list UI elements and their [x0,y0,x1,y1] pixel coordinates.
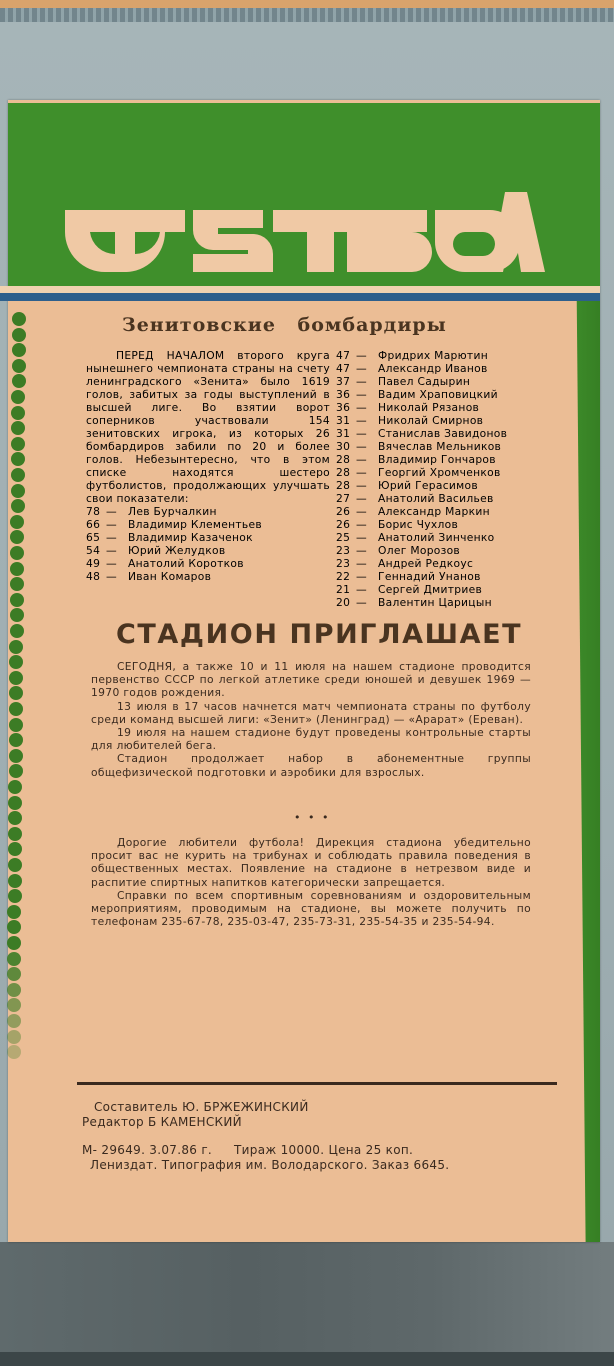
scorer-name: Вячеслав Мельников [378,440,502,453]
scorer-dash: — [356,557,367,570]
binding-hole-icon [11,468,25,482]
scorer-name: Александр Маркин [378,505,490,518]
scorer-goals: 22 [336,570,351,583]
credits [82,1100,309,1130]
stadium-paragraph: СЕГОДНЯ, а также 10 и 11 июля на нашем стадионе проводится первенство СССР по легкой атлетике среди юношей и девушек 1969 — 1970 годов рождения. [91,660,531,700]
scorer-row [336,388,566,401]
binding-hole-icon [10,624,24,638]
footer-divider [77,1082,557,1085]
binding-hole-icon [9,671,23,685]
scorer-row [336,427,566,440]
scorer-name: Андрей Редкоус [378,557,474,570]
scorer-goals: 31 [336,414,351,427]
scorer-name: Анатолий Зинченко [378,531,495,544]
binding-hole-icon [12,328,26,342]
binding-hole-icon [12,374,26,388]
section-separator: • • • [294,811,331,824]
binding-hole-icon [11,452,25,466]
scorer-name: Юрий Желудков [128,544,226,557]
scorer-dash: — [356,349,367,362]
scorer-name: Анатолий Васильев [378,492,494,505]
scorer-dash: — [356,414,367,427]
scorer-row [336,505,566,518]
scorer-dash: — [356,466,367,479]
scorer-goals: 20 [336,596,351,609]
binding-hole-icon [9,640,23,654]
scorer-row [86,557,330,570]
binding-hole-icon [8,874,22,888]
scorer-row [86,505,330,518]
binding-hole-icon [7,983,21,997]
binding-hole-icon [8,796,22,810]
scorers-intro: ПЕРЕД НАЧАЛОМ второго круга нынешнего чемпионата страны на счету ленинградского «Зенита» было 1619 голов, забитых за годы выступлений в высшей лиге. Во взятии ворот соперников участвовали 154 зенитовских игрока, из которых 26 бомбардиров забили по 20 и более голов. Небезынтересно, что в этом списке находятся шестеро футболистов, продолжающих улучшать свои показатели: [86,349,330,505]
binding-hole-icon [10,562,24,576]
scorers-left-column [86,349,330,583]
scorer-dash: — [106,570,117,583]
scorer-row [336,479,566,492]
binding-hole-icon [8,780,22,794]
binding-hole-icon [7,1014,21,1028]
scorer-goals: 36 [336,401,351,414]
binding-hole-icon [11,406,25,420]
scorer-row [336,414,566,427]
scorer-name: Владимир Гончаров [378,453,496,466]
binding-hole-icon [10,546,24,560]
binding-hole-icon [7,1045,21,1059]
futbol-logo-icon [55,192,545,272]
scorer-name: Павел Садырин [378,375,471,388]
scorer-row [336,531,566,544]
scorer-row [336,362,566,375]
editor-credit: Редактор Б КАМЕНСКИЙ [82,1115,242,1129]
binding-hole-icon [10,593,24,607]
binding-hole-icon [7,920,21,934]
scorer-goals: 48 [86,570,101,583]
scorer-name: Георгий Хромченков [378,466,501,479]
binding-hole-icon [9,655,23,669]
scorer-goals: 30 [336,440,351,453]
scorer-dash: — [106,505,117,518]
scorers-right-list [336,349,566,609]
scorer-row [336,466,566,479]
scorer-dash: — [106,544,117,557]
binding-hole-icon [7,936,21,950]
stadium-paragraph: 13 июля в 17 часов начнется матч чемпионата страны по футболу среди команд высшей лиги: «Зенит» (Ленинград) — «Арарат» (Ереван). [91,699,531,726]
scorer-name: Анатолий Коротков [128,557,244,570]
binding-hole-icon [12,312,26,326]
scorer-dash: — [356,531,367,544]
scorer-goals: 23 [336,544,351,557]
binding-hole-icon [9,733,23,747]
scorer-name: Владимир Казаченок [128,531,253,544]
scorer-dash: — [356,583,367,596]
scorer-dash: — [356,375,367,388]
scorer-dash: — [106,557,117,570]
scorer-name: Олег Морозов [378,544,461,557]
scorer-row [336,375,566,388]
scorer-row [336,570,566,583]
binding-hole-icon [12,343,26,357]
imprint [82,1143,449,1173]
scorer-dash: — [106,531,117,544]
scorer-row [336,596,566,609]
stadium-announcements [91,660,531,779]
binding-hole-icon [12,359,26,373]
background-floor [0,1242,614,1366]
scorer-dash: — [356,544,367,557]
binding-hole-icon [8,842,22,856]
binding-hole-icon [9,749,23,763]
binding-hole-icon [10,515,24,529]
binding-hole-icon [7,952,21,966]
scorer-row [336,453,566,466]
scorer-name: Николай Рязанов [378,401,480,414]
scorer-goals: 31 [336,427,351,440]
scorer-name: Геннадий Унанов [378,570,481,583]
binding-hole-icon [11,437,25,451]
scorer-dash: — [356,401,367,414]
scorer-goals: 28 [336,466,351,479]
binding-holes [6,312,28,1062]
fan-notice [91,836,531,928]
binding-hole-icon [7,1030,21,1044]
scorer-dash: — [356,570,367,583]
scorer-name: Фридрих Марютин [378,349,488,362]
stadium-heading: СТАДИОН ПРИГЛАШАЕТ [116,619,523,650]
binding-hole-icon [9,718,23,732]
binding-hole-icon [11,421,25,435]
scorer-row [336,557,566,570]
binding-hole-icon [9,764,23,778]
scorer-name: Иван Комаров [128,570,212,583]
binding-hole-icon [8,827,22,841]
scorer-row [336,583,566,596]
order-code: М- 29649. 3.07.86 г. [82,1143,213,1157]
scorers-heading [122,314,542,336]
scorer-dash: — [356,505,367,518]
scorer-name: Николай Смирнов [378,414,484,427]
blue-stripe [0,293,600,301]
scorer-row [336,492,566,505]
scorer-dash: — [356,492,367,505]
binding-hole-icon [8,889,22,903]
print-run: Тираж 10000. Цена 25 коп. [234,1143,414,1157]
scorer-goals: 49 [86,557,101,570]
scorer-dash: — [356,479,367,492]
scorer-row [336,401,566,414]
scorer-row [86,570,330,583]
scorer-name: Борис Чухлов [378,518,459,531]
scorer-row [336,518,566,531]
scorer-name: Вадим Храповицкий [378,388,498,401]
scorer-row [86,544,330,557]
scorer-goals: 37 [336,375,351,388]
scorers-right-column [336,349,566,609]
scorer-row [336,349,566,362]
scorers-left-list [86,505,330,583]
publisher-line: Лениздат. Типография им. Володарского. Заказ 6645. [90,1158,450,1172]
notice-paragraph: Справки по всем спортивным соревнованиям и оздоровительным мероприятиям, проводимым на стадионе, вы можете получить по телефонам 235-67-78, 235-03-47, 235-73-31, 235-54-35 и 235-54-94. [91,888,531,929]
scorers-heading-word1: Зенитовские [122,314,276,336]
stadium-paragraph: 19 июля на нашем стадионе будут проведены контрольные старты для любителей бега. [91,726,531,753]
binding-hole-icon [11,499,25,513]
scorer-goals: 28 [336,453,351,466]
binding-hole-icon [7,967,21,981]
scorer-goals: 26 [336,505,351,518]
compiler-credit: Составитель Ю. БРЖЕЖИНСКИЙ [94,1100,309,1114]
scorer-name: Сергей Дмитриев [378,583,483,596]
scorer-dash: — [356,388,367,401]
scorer-goals: 28 [336,479,351,492]
scorer-dash: — [356,440,367,453]
binding-hole-icon [8,811,22,825]
scorer-dash: — [356,453,367,466]
scorer-dash: — [356,518,367,531]
scorer-row [86,531,330,544]
binding-hole-icon [9,702,23,716]
background-top-strip [0,0,614,8]
scorer-name: Лев Бурчалкин [128,505,217,518]
binding-hole-icon [10,608,24,622]
binding-hole-icon [9,686,23,700]
binding-hole-icon [10,577,24,591]
binding-hole-icon [8,858,22,872]
scorer-goals: 54 [86,544,101,557]
cream-stripe [0,286,600,293]
scorer-goals: 65 [86,531,101,544]
scorer-name: Владимир Клементьев [128,518,262,531]
scorer-goals: 36 [336,388,351,401]
binder-rings [0,8,614,22]
stadium-paragraph: Стадион продолжает набор в абонементные группы общефизической подготовки и аэробики для взрослых. [91,752,531,779]
binding-hole-icon [7,905,21,919]
binding-hole-icon [7,998,21,1012]
binding-hole-icon [11,390,25,404]
scorer-goals: 21 [336,583,351,596]
scorer-goals: 78 [86,505,101,518]
scorer-name: Станислав Завидонов [378,427,508,440]
scorer-goals: 23 [336,557,351,570]
scorer-name: Юрий Герасимов [378,479,478,492]
scorer-row [86,518,330,531]
scorers-heading-word2: бомбардиры [297,314,447,336]
background-floor-edge [0,1352,614,1366]
scorer-name: Александр Иванов [378,362,488,375]
scorer-row [336,544,566,557]
scorer-dash: — [356,362,367,375]
scorer-goals: 47 [336,349,351,362]
scorer-goals: 47 [336,362,351,375]
scorer-goals: 66 [86,518,101,531]
scorer-dash: — [106,518,117,531]
scorer-dash: — [356,427,367,440]
futbol-logo [55,192,545,272]
scorer-goals: 27 [336,492,351,505]
scorer-dash: — [356,596,367,609]
binding-hole-icon [10,530,24,544]
scorer-name: Валентин Царицын [378,596,492,609]
scorer-goals: 25 [336,531,351,544]
binding-hole-icon [11,484,25,498]
notice-paragraph: Дорогие любители футбола! Дирекция стадиона убедительно просит вас не курить на трибунах и соблюдать правила поведения в общественных местах. Появление на стадионе в нетрезвом виде и распитие спиртных напитков категорически запрещается. [91,836,531,889]
scorer-row [336,440,566,453]
scorer-goals: 26 [336,518,351,531]
